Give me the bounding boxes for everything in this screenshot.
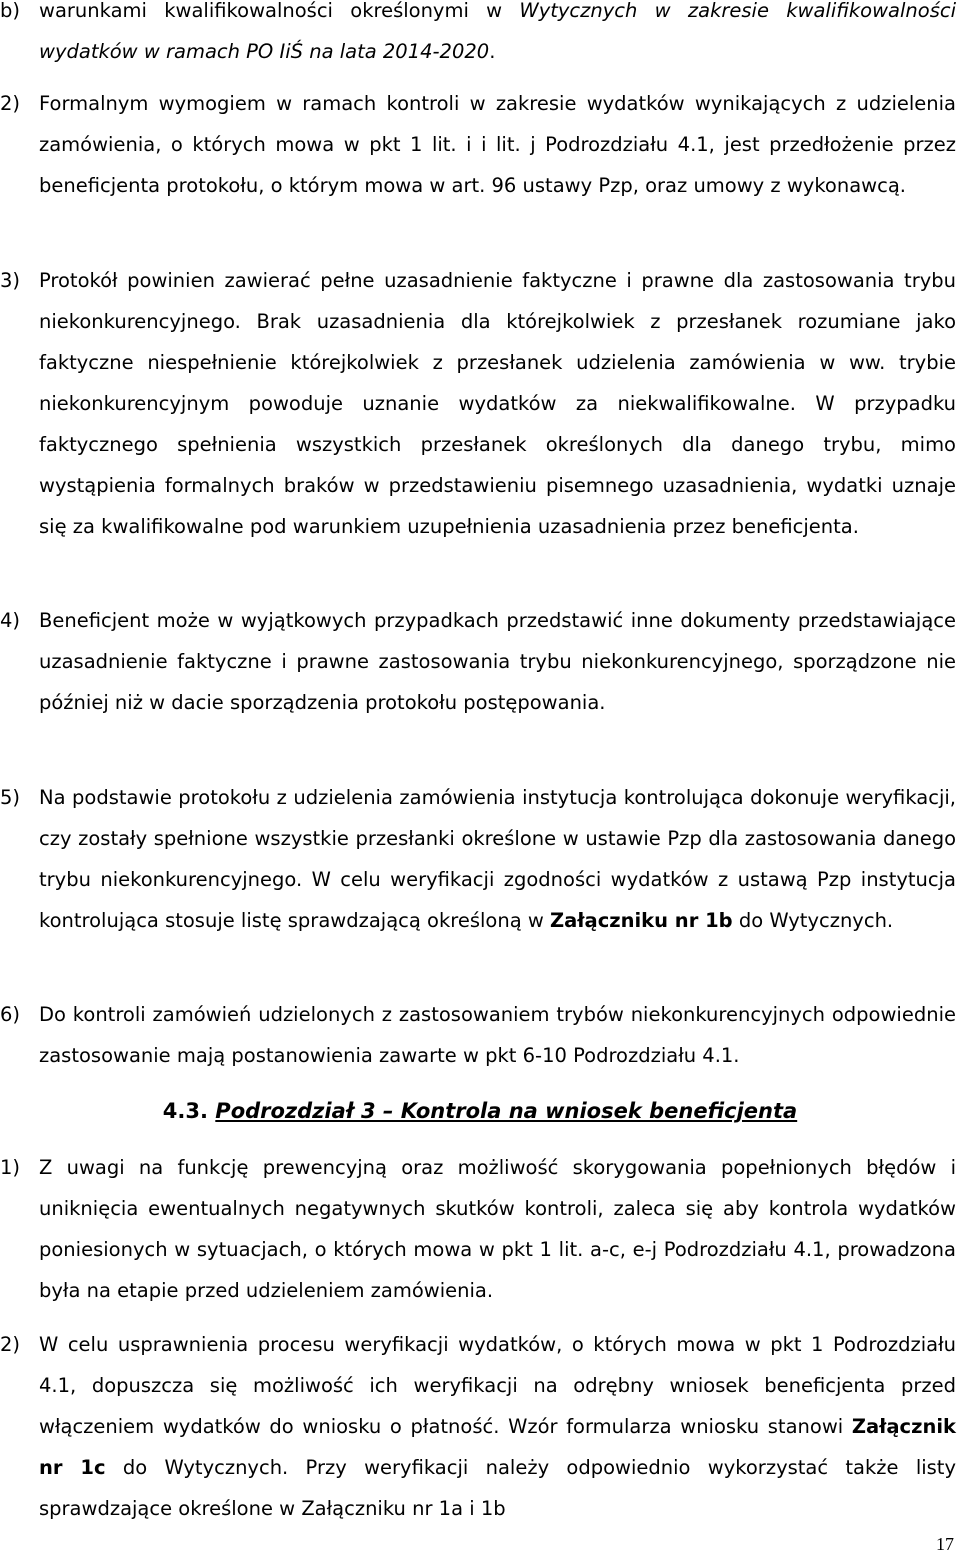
list-marker: 3) [0,269,21,292]
list-text: Formalnym wymogiem w ramach kontroli w zakresie wydatków wynikających z udzielenia zamówienia, o których mowa w pkt 1 lit. i i lit. j Podrozdziału 4.1, jest przedłożenie przez beneficjenta protokołu, o którym mowa w art. 96 ustawy Pzp, oraz umowy z wykonawcą. [39,92,956,197]
list-item-5: 5) Na podstawie protokołu z udzielenia zamówienia instytucja kontrolująca dokonuje weryfikacji, czy zostały spełnione wszystkie przesłanki określone w ustawie Pzp dla zastosowania danego trybu niekonkurencyjnego. W celu weryfikacji zgodności wydatków z ustawą Pzp instytucja kontrolująca stosuje listę sprawdzającą określoną w Załączniku nr 1b do Wytycznych. [0,777,960,941]
guidelines-title: Wytycznych w zakresie kwalifikowalności wydatków w ramach PO IiŚ na lata 2014-2020 [39,0,956,63]
list-text: Z uwagi na funkcję prewencyjną oraz możliwość skorygowania popełnionych błędów i uniknięcia ewentualnych negatywnych skutków kontroli, zaleca się aby kontrola wydatków poniesionych w sytuacjach, o których mowa w pkt 1 lit. a-c, e-j Podrozdziału 4.1, prowadzona była na etapie przed udzieleniem zamówienia. [39,1156,956,1302]
list-item-6 [0,994,960,1076]
list-text: W celu usprawnienia procesu weryfikacji wydatków, o których mowa w pkt 1 Podrozdziału 4.1, dopuszcza się możliwość ich weryfikacji na odrębny wniosek beneficjenta przed włączeniem wydatków do wniosku o płatność. Wzór formularza wniosku stanowi [39,1333,956,1438]
section-item-2: 2) W celu usprawnienia procesu weryfikacji wydatków, o których mowa w pkt 1 Podrozdziału 4.1, dopuszcza się możliwość ich weryfikacji na odrębny wniosek beneficjenta przed włączeniem wydatków do wniosku o płatność. Wzór formularza wniosku stanowi Załącznik nr 1c do Wytycznych. Przy weryfikacji należy odpowiednio wykorzystać także listy sprawdzające określone w Załączniku nr 1a i 1b [0,1324,960,1529]
list-marker: 6) [0,1003,21,1026]
list-item-3 [0,260,960,547]
list-text: Beneficjent może w wyjątkowych przypadkach przedstawić inne dokumenty przedstawiające uzasadnienie faktyczne i prawne zastosowania trybu niekonkurencyjnego, sporządzone nie później niż w dacie sporządzenia protokołu postępowania. [39,609,956,714]
list-text: Protokół powinien zawierać pełne uzasadnienie faktyczne i prawne dla zastosowania trybu niekonkurencyjnego. Brak uzasadnienia dla którejkolwiek z przesłanek rozumiane jako faktyczne niespełnienie którejkolwiek z przesłanek udzielenia zamówienia w ww. trybie niekonkurencyjnym powoduje uznanie wydatków za niekwalifikowalne. W przypadku faktycznego spełnienia wszystkich przesłanek określonych dla danego trybu, mimo wystąpienia formalnych braków w przedstawieniu pisemnego uzasadnienia, wydatki uznaje się za kwalifikowalne pod warunkiem uzupełnienia uzasadnienia przez beneficjenta. [39,269,956,538]
list-text: Do kontroli zamówień udzielonych z zastosowaniem trybów niekonkurencyjnych odpowiednie zastosowanie mają postanowienia zawarte w pkt 6-10 Podrozdziału 4.1. [39,1003,956,1067]
list-item-2 [0,83,960,206]
list-marker: b) [0,0,20,22]
list-text: warunkami kwalifikowalności określonymi w [39,0,520,22]
list-item-4 [0,600,960,723]
list-marker: 2) [0,92,21,115]
list-item-b: b) warunkami kwalifikowalności określonymi w Wytycznych w zakresie kwalifikowalności wydatków w ramach PO IiŚ na lata 2014-2020. [0,0,960,72]
list-marker: 4) [0,609,21,632]
section-item-1 [0,1147,960,1311]
page-number: 17 [936,1534,954,1554]
section-title: Podrozdział 3 – Kontrola na wniosek beneficjenta [215,1099,798,1123]
list-marker: 5) [0,786,21,809]
list-text: Na podstawie protokołu z udzielenia zamówienia instytucja kontrolująca dokonuje weryfikacji, czy zostały spełnione wszystkie przesłanki określone w ustawie Pzp dla zastosowania danego trybu niekonkurencyjnego. W celu weryfikacji zgodności wydatków z ustawą Pzp instytucja kontrolująca stosuje listę sprawdzającą określoną w [39,786,956,932]
annex-reference: Załącznik nr 1c [39,1415,956,1479]
list-marker: 2) [0,1333,21,1356]
section-number: 4.3. [162,1099,208,1123]
annex-reference: Załączniku nr 1b [550,909,733,932]
section-heading [0,1096,960,1126]
list-marker: 1) [0,1156,21,1179]
